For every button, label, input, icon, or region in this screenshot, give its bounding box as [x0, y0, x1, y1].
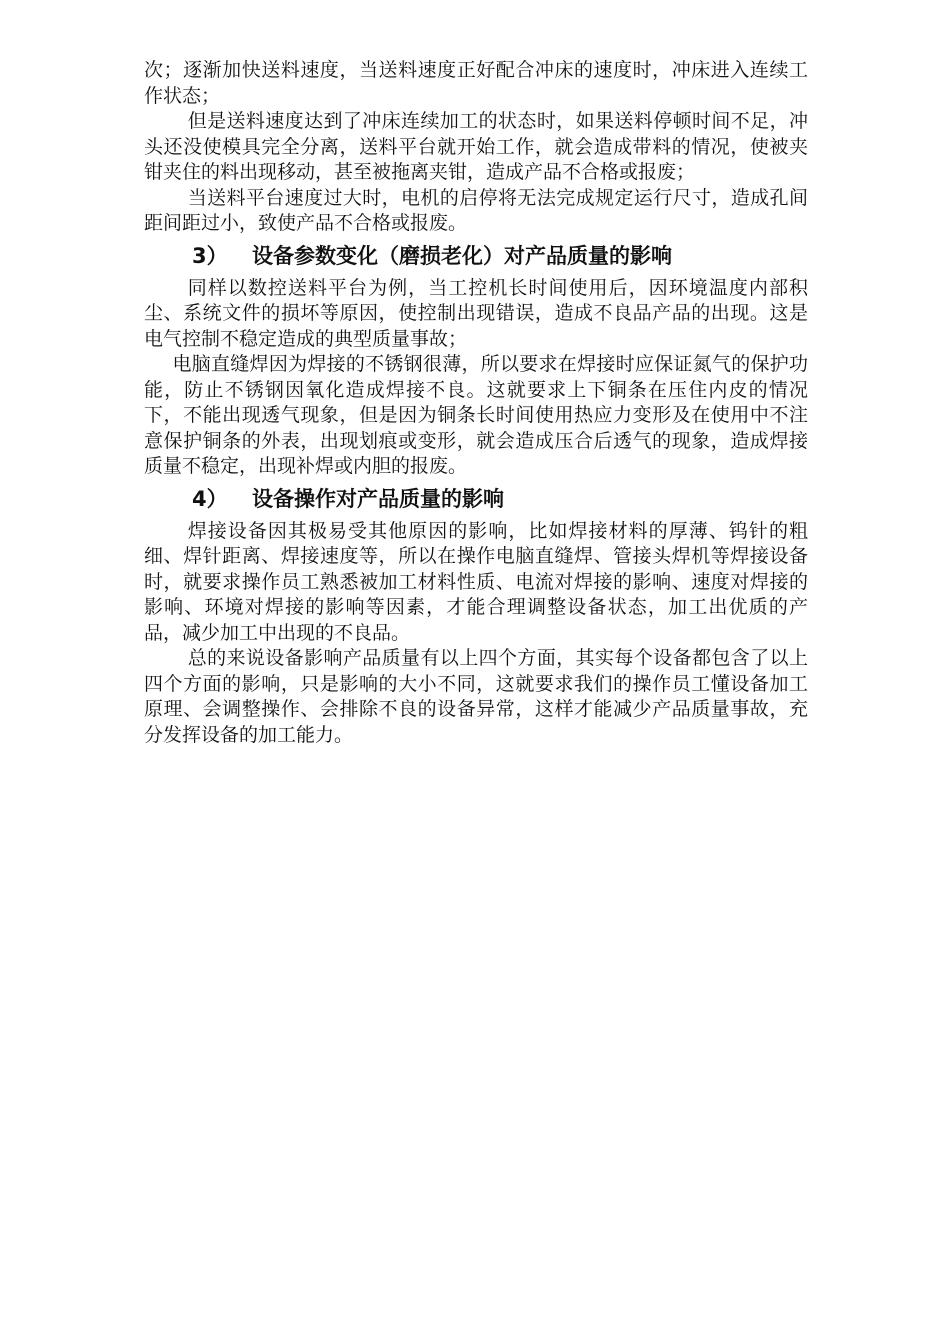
paragraph-continuation: 次；逐渐加快送料速度，当送料速度正好配合冲床的速度时，冲床进入连续工作状态； [144, 59, 808, 107]
document-page [144, 58, 808, 748]
section-3-heading [144, 241, 808, 271]
paragraph-feed-pause: 但是送料速度达到了冲床连续加工的状态时，如果送料停顿时间不足，冲头还没使模具完全分离，送料平台就开始工作，就会造成带料的情况，使被夹钳夹住的料出现移动，甚至被拖离夹钳，造成产品不合格或报废； [144, 110, 808, 183]
section-3-title: 设备参数变化（磨损老化）对产品质量的影响 [252, 243, 672, 268]
paragraph-feed-speed: 当送料平台速度过大时，电机的启停将无法完成规定运行尺寸，造成孔间距间距过小，致使产品不合格或报废。 [144, 186, 808, 234]
section-4-title: 设备操作对产品质量的影响 [252, 486, 504, 511]
section-3-number: 3） [192, 243, 228, 268]
section-3-paragraph-ipc: 同样以数控送料平台为例，当工控机长时间使用后，因环境温度内部积尘、系统文件的损坏等原因，使控制出现错误，造成不良品产品的出现。这是电气控制不稳定造成的典型质量事故； [144, 276, 808, 350]
section-4-heading [144, 484, 808, 514]
section-4-number: 4） [192, 486, 228, 511]
section-4-paragraph-summary: 总的来说设备影响产品质量有以上四个方面，其实每个设备都包含了以上四个方面的影响，只是影响的大小不同，这就要求我们的操作员工懂设备加工原理、会调整操作、会排除不良的设备异常，这样才能减少产品质量事故，充分发挥设备的加工能力。 [144, 647, 808, 746]
section-4-paragraph-operation: 焊接设备因其极易受其他原因的影响，比如焊接材料的厚薄、钨针的粗细、焊针距离、焊接速度等，所以在操作电脑直缝焊、管接头焊机等焊接设备时，就要求操作员工熟悉被加工材料性质、电流对焊接的影响、速度对焊接的影响、环境对焊接的影响等因素，才能合理调整设备状态，加工出优质的产品，减少加工中出现的不良品。 [144, 519, 808, 644]
section-3-paragraph-welder: 电脑直缝焊因为焊接的不锈钢很薄，所以要求在焊接时应保证氮气的保护功能，防止不锈钢因氧化造成焊接不良。这就要求上下铜条在压住内皮的情况下，不能出现透气现象，但是因为铜条长时间使用热应力变形及在使用中不注意保护铜条的外表，出现划痕或变形，就会造成压合后透气的现象，造成焊接质量不稳定，出现补焊或内胆的报废。 [144, 353, 808, 477]
